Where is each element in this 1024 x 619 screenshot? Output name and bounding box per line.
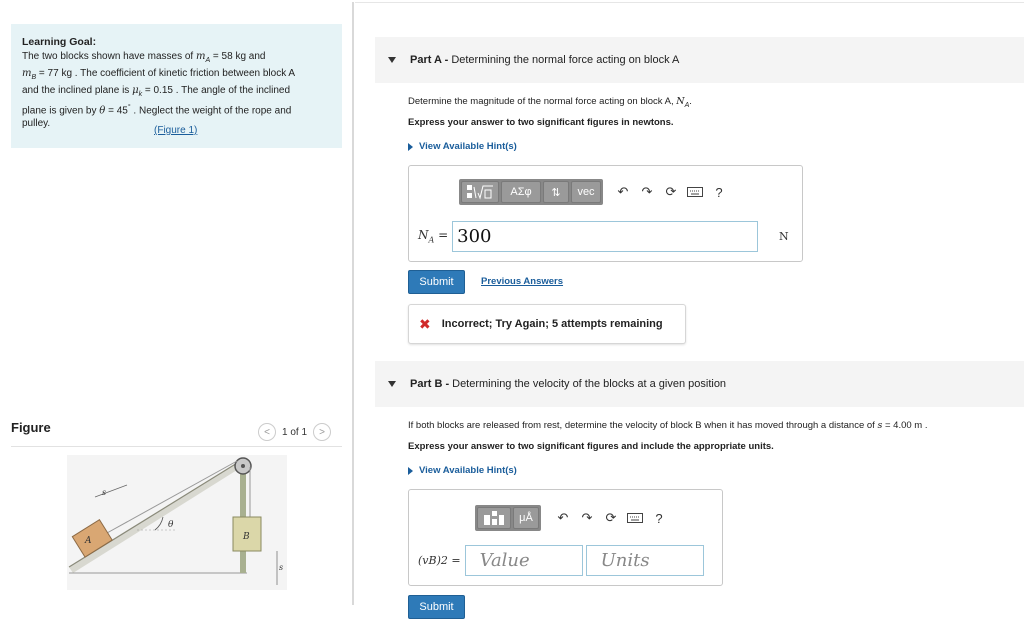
goal-mA-sym: m — [195, 51, 206, 62]
reset-icon[interactable]: ⟳ — [605, 510, 617, 525]
figure-divider — [11, 446, 342, 447]
greek-symbols-button[interactable]: ΑΣφ — [501, 181, 541, 203]
part-b-input-label: (vB)2 = — [418, 554, 461, 567]
part-b-units-input[interactable]: Units — [586, 545, 704, 576]
goal-text-3: plane is given by — [22, 105, 100, 117]
goal-theta-val: = 45 — [105, 105, 128, 117]
part-a-hint-text: View Available Hint(s) — [419, 141, 517, 152]
part-a-input-sub: A — [428, 235, 435, 245]
math-template-group — [475, 505, 541, 531]
part-a-answer-box — [408, 165, 803, 262]
part-a-question-end: . — [689, 96, 692, 107]
part-b-toolbar — [475, 505, 671, 531]
part-b-hint-link[interactable] — [408, 465, 517, 476]
chevron-down-icon — [388, 381, 396, 387]
part-a-input-sym: N — [418, 228, 429, 243]
part-a-question-sub: A — [684, 101, 690, 109]
undo-icon[interactable]: ↶ — [617, 184, 629, 199]
goal-deg: ° — [127, 104, 131, 111]
help-icon[interactable]: ? — [655, 510, 663, 526]
previous-answers-link[interactable]: Previous Answers — [481, 276, 564, 287]
figure-title: Figure — [11, 420, 51, 435]
chevron-down-icon — [388, 57, 396, 63]
part-a-submit-button[interactable]: Submit — [408, 270, 465, 294]
goal-mu-val: = 0.15 . The angle of the inclined — [142, 85, 291, 96]
goal-text-1: The two blocks shown have masses of — [22, 51, 196, 62]
part-a-label: Part A - — [410, 54, 449, 66]
redo-icon[interactable]: ↷ — [641, 184, 653, 199]
learning-goal-text — [22, 50, 332, 130]
pager-text: 1 of 1 — [282, 426, 308, 438]
goal-theta: θ — [99, 105, 106, 117]
part-a-question — [408, 96, 692, 109]
part-a-instruction: Express your answer to two significant figures in newtons. — [408, 117, 674, 128]
learning-goal-box — [11, 24, 342, 148]
caret-right-icon — [408, 467, 413, 475]
undo-icon[interactable]: ↶ — [557, 510, 569, 525]
pager-prev-button[interactable]: < — [258, 423, 276, 441]
part-b-title: Determining the velocity of the blocks at a given position — [452, 378, 727, 390]
fraction-sqrt-icon — [466, 184, 494, 200]
keyboard-icon[interactable] — [623, 507, 647, 529]
part-a-feedback — [408, 304, 686, 344]
help-icon[interactable]: ? — [715, 184, 723, 200]
part-a-input-row — [418, 221, 758, 252]
incorrect-icon: ✖ — [419, 315, 431, 332]
part-b-question-sym: s — [877, 420, 883, 431]
part-b-hint-text: View Available Hint(s) — [419, 465, 517, 476]
part-a-question-sym: N — [676, 96, 685, 107]
goal-mu-sub: k — [138, 91, 143, 98]
goal-mB-sub: B — [31, 74, 37, 81]
column-divider — [352, 2, 354, 605]
goal-mA-val: = 58 kg and — [210, 51, 266, 62]
figure-link[interactable]: (Figure 1) — [154, 125, 198, 136]
label-A: A — [85, 536, 92, 546]
label-s-incline: s — [102, 488, 107, 497]
goal-text-2: and the inclined plane is — [22, 85, 133, 96]
top-rule — [355, 2, 1024, 3]
part-a-toolbar — [459, 179, 731, 205]
part-a-title: Determining the normal force acting on block A — [451, 54, 680, 66]
part-b-question-text: If both blocks are released from rest, determine the velocity of block B when it has moved through a distance of — [408, 420, 878, 431]
goal-mB-sym: m — [22, 68, 32, 79]
goal-mB-val: = 77 kg . The coefficient of kinetic friction between block A — [36, 68, 296, 79]
part-a-header[interactable] — [375, 37, 1024, 83]
part-a-unit: N — [779, 230, 789, 243]
part-a-feedback-text: Incorrect; Try Again; 5 attempts remaining — [441, 318, 663, 330]
incline-pulley-figure — [67, 455, 287, 590]
pulley-axle — [241, 464, 245, 468]
part-a-input-label — [418, 228, 448, 244]
part-a-hint-link[interactable] — [408, 141, 517, 152]
label-B: B — [243, 532, 250, 542]
templates-button[interactable] — [461, 181, 499, 203]
value-units-icon — [483, 510, 505, 526]
part-b-question — [408, 420, 928, 431]
goal-mu-sym: μ — [132, 85, 139, 96]
reset-icon[interactable]: ⟳ — [665, 184, 677, 199]
part-b-header[interactable] — [375, 361, 1024, 407]
vec-button[interactable]: vec — [571, 181, 601, 203]
part-a-question-text: Determine the magnitude of the normal force acting on block A, — [408, 96, 677, 107]
pager-next-button[interactable]: > — [313, 423, 331, 441]
part-a-input-eq: = — [434, 228, 449, 243]
learning-goal-title: Learning Goal: — [22, 36, 97, 48]
part-b-value-input[interactable]: Value — [465, 545, 583, 576]
goal-text-4: . Neglect the weight of the rope and — [130, 105, 292, 117]
part-b-submit-button[interactable]: Submit — [408, 595, 465, 619]
label-s-vertical: s — [279, 563, 284, 572]
templates-button[interactable] — [477, 507, 511, 529]
part-b-answer-box — [408, 489, 723, 586]
redo-icon[interactable]: ↷ — [581, 510, 593, 525]
part-b-question-val: = 4.00 m . — [882, 420, 928, 431]
figure-pager — [258, 423, 331, 441]
keyboard-icon[interactable] — [683, 181, 707, 203]
part-b-input-row — [418, 545, 704, 576]
part-b-instruction: Express your answer to two significant figures and include the appropriate units. — [408, 441, 774, 452]
subscript-button[interactable]: ⇅ — [543, 181, 569, 203]
part-b-label: Part B - — [410, 378, 450, 390]
caret-right-icon — [408, 143, 413, 151]
units-button[interactable]: μÅ — [513, 507, 539, 529]
label-theta: θ — [168, 520, 174, 530]
math-template-group — [459, 179, 603, 205]
goal-mA-sub: A — [205, 57, 211, 64]
goal-text-5: pulley. — [22, 118, 51, 130]
part-a-answer-input[interactable]: 300 — [452, 221, 758, 252]
left-panel — [0, 0, 352, 605]
